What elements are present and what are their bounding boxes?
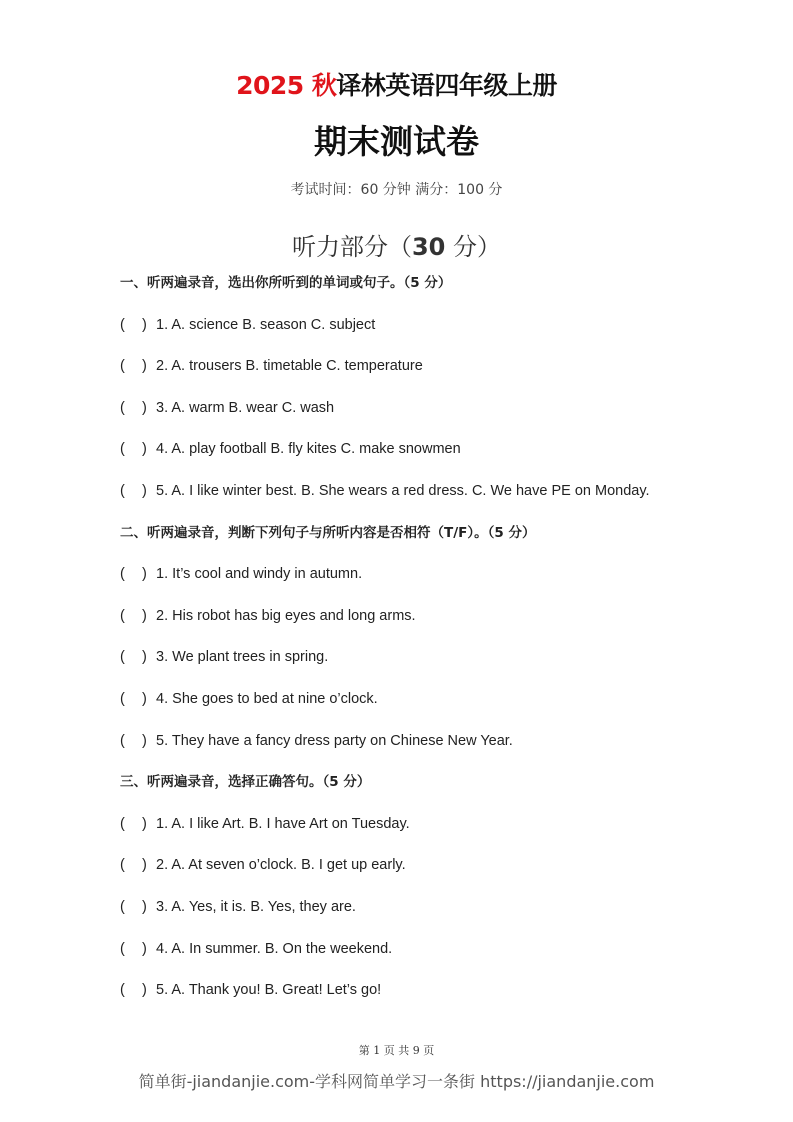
answer-blank[interactable]: ) bbox=[142, 607, 147, 624]
question-text: 1. A. science B. season C. subject bbox=[156, 316, 376, 333]
question-item bbox=[120, 346, 760, 388]
question-item bbox=[120, 637, 760, 679]
question-item bbox=[120, 596, 760, 638]
question-text: 4. She goes to bed at nine o’clock. bbox=[156, 690, 378, 707]
question-text: 3. We plant trees in spring. bbox=[156, 649, 329, 666]
question-text: 2. A. At seven o’clock. B. I get up early. bbox=[156, 857, 406, 874]
exam-info: 考试时间：60 分钟 满分：100 分 bbox=[290, 182, 503, 198]
answer-paren-open: ( bbox=[120, 815, 125, 832]
question-item bbox=[120, 305, 760, 347]
document-subtitle: 期末测试卷 bbox=[314, 122, 479, 161]
answer-paren-open: ( bbox=[120, 316, 125, 333]
answer-paren-open: ( bbox=[120, 857, 125, 874]
answer-paren-open: ( bbox=[120, 399, 125, 416]
question-item bbox=[120, 929, 760, 971]
page-number: 第 1 页 共 9 页 bbox=[358, 1044, 435, 1057]
answer-blank[interactable]: ) bbox=[142, 940, 147, 957]
question-item bbox=[120, 554, 760, 596]
answer-blank[interactable]: ) bbox=[142, 316, 147, 333]
section-heading: 三、听两遍录音，选择正确答句。（5 分） bbox=[120, 774, 371, 791]
answer-blank[interactable]: ) bbox=[142, 482, 147, 499]
answer-blank[interactable]: ) bbox=[142, 399, 147, 416]
question-item bbox=[120, 721, 760, 763]
question-item bbox=[120, 388, 760, 430]
answer-paren-open: ( bbox=[120, 690, 125, 707]
question-item bbox=[120, 679, 760, 721]
answer-paren-open: ( bbox=[120, 482, 125, 499]
answer-blank[interactable]: ) bbox=[142, 649, 147, 666]
question-text: 4. A. In summer. B. On the weekend. bbox=[156, 940, 393, 957]
document-title bbox=[0, 66, 793, 102]
answer-paren-open: ( bbox=[120, 358, 125, 375]
answer-blank[interactable]: ) bbox=[142, 566, 147, 583]
question-body bbox=[120, 263, 760, 1012]
part-suffix: 分） bbox=[445, 233, 502, 261]
question-item bbox=[120, 429, 760, 471]
question-item bbox=[120, 804, 760, 846]
answer-blank[interactable]: ) bbox=[142, 857, 147, 874]
answer-paren-open: ( bbox=[120, 732, 125, 749]
question-text: 3. A. warm B. wear C. wash bbox=[156, 399, 335, 416]
answer-blank[interactable]: ) bbox=[142, 358, 147, 375]
question-text: 1. A. I like Art. B. I have Art on Tuesday. bbox=[156, 815, 410, 832]
answer-paren-open: ( bbox=[120, 982, 125, 999]
title-year: 2025 秋 bbox=[236, 71, 337, 100]
answer-paren-open: ( bbox=[120, 441, 125, 458]
question-text: 1. It’s cool and windy in autumn. bbox=[156, 566, 363, 583]
question-item bbox=[120, 471, 760, 513]
question-text: 5. A. I like winter best. B. She wears a red dress. C. We have PE on Monday. bbox=[156, 482, 650, 499]
question-text: 3. A. Yes, it is. B. Yes, they are. bbox=[156, 898, 356, 915]
question-text: 5. A. Thank you! B. Great! Let’s go! bbox=[156, 982, 382, 999]
part-score: 30 bbox=[411, 233, 446, 261]
answer-blank[interactable]: ) bbox=[142, 441, 147, 458]
question-text: 4. A. play football B. fly kites C. make snowmen bbox=[156, 441, 461, 458]
watermark-footer: 简单街-jiandanjie.com-学科网简单学习一条街 https://jiandanjie.com bbox=[138, 1072, 655, 1091]
answer-paren-open: ( bbox=[120, 940, 125, 957]
answer-blank[interactable]: ) bbox=[142, 815, 147, 832]
question-text: 2. His robot has big eyes and long arms. bbox=[156, 607, 416, 624]
answer-blank[interactable]: ) bbox=[142, 732, 147, 749]
section-heading: 二、听两遍录音，判断下列句子与所听内容是否相符（T/F）。（5 分） bbox=[120, 524, 536, 541]
title-text: 译林英语四年级上册 bbox=[336, 71, 557, 100]
part-prefix: 听力部分（ bbox=[291, 233, 412, 261]
answer-blank[interactable]: ) bbox=[142, 898, 147, 915]
section-heading: 一、听两遍录音，选出你所听到的单词或句子。（5 分） bbox=[120, 275, 452, 291]
question-text: 2. A. trousers B. timetable C. temperature bbox=[156, 358, 423, 375]
part-heading bbox=[0, 227, 793, 262]
answer-paren-open: ( bbox=[120, 649, 125, 666]
question-item bbox=[120, 887, 760, 929]
answer-paren-open: ( bbox=[120, 607, 125, 624]
question-text: 5. They have a fancy dress party on Chinese New Year. bbox=[156, 732, 513, 749]
answer-paren-open: ( bbox=[120, 898, 125, 915]
question-item bbox=[120, 845, 760, 887]
answer-blank[interactable]: ) bbox=[142, 690, 147, 707]
answer-blank[interactable]: ) bbox=[142, 982, 147, 999]
question-item bbox=[120, 970, 760, 1012]
answer-paren-open: ( bbox=[120, 566, 125, 583]
